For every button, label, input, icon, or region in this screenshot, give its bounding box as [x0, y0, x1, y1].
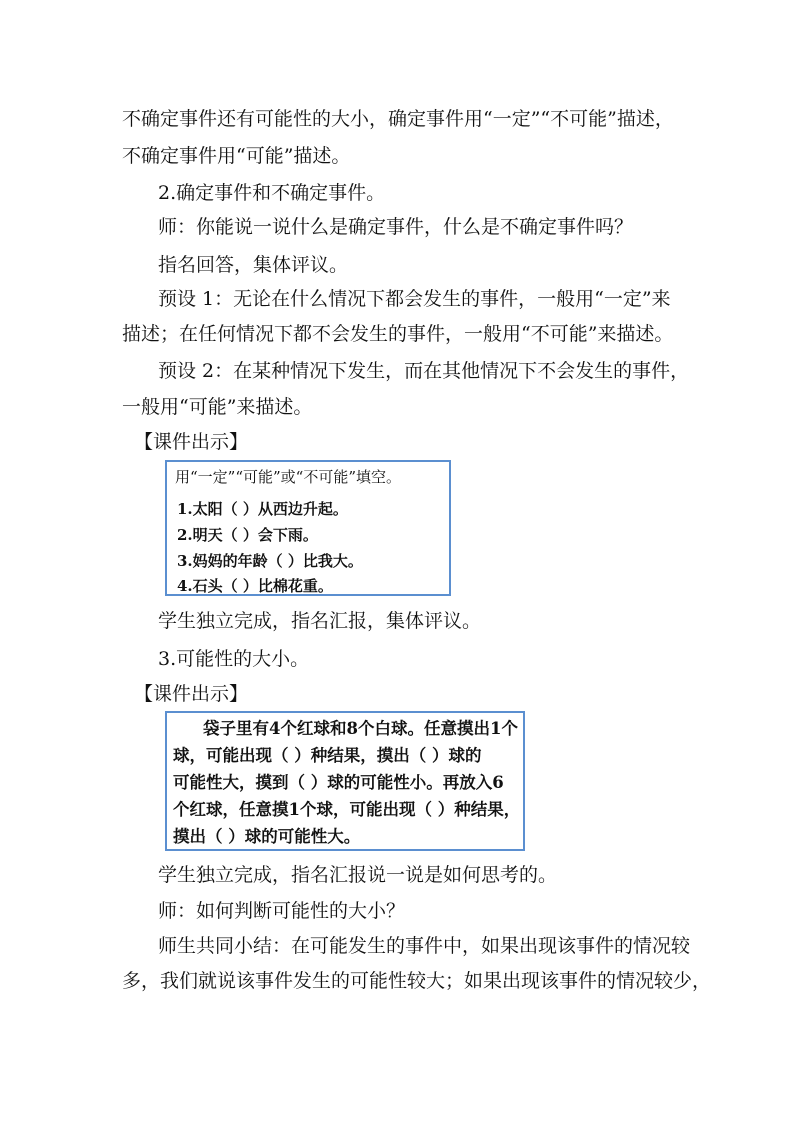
exercise-item: 3.妈妈的年龄（ ）比我大。	[177, 552, 363, 570]
paragraph-line: 师：你能说一说什么是确定事件，什么是不确定事件吗？	[158, 216, 634, 238]
exercise-item: 1.太阳（ ）从西边升起。	[177, 500, 348, 518]
exercise-text-line: 个红球，任意摸1个球，可能出现（ ）种结果，	[173, 800, 521, 819]
paragraph-line: 预设 2：在某种情况下发生，而在其他情况下不会发生的事件，	[158, 360, 690, 382]
exercise-instruction: 用“一定”“可能”或“不可能”填空。	[175, 468, 402, 486]
section-heading: 3.可能性的大小。	[158, 648, 310, 670]
paragraph-line: 预设 1：无论在什么情况下都会发生的事件，一般用“一定”来	[158, 288, 671, 310]
courseware-label: 【课件出示】	[134, 431, 249, 453]
exercise-text-line: 袋子里有4个红球和8个白球。任意摸出1个	[203, 719, 518, 738]
courseware-label: 【课件出示】	[134, 683, 249, 705]
exercise-text-line: 摸出（ ）球的可能性大。	[173, 827, 361, 846]
exercise-text-line: 可能性大，摸到（ ）球的可能性小。再放入6	[173, 773, 504, 792]
paragraph-line: 多，我们就说该事件发生的可能性较大；如果出现该事件的情况较少，	[122, 970, 712, 992]
paragraph-line: 一般用“可能”来描述。	[122, 396, 313, 418]
paragraph-line: 学生独立完成，指名汇报，集体评议。	[158, 610, 482, 632]
section-heading: 2.确定事件和不确定事件。	[158, 182, 386, 204]
paragraph-line: 描述；在任何情况下都不会发生的事件，一般用“不可能”来描述。	[122, 323, 674, 345]
exercise-item: 4.石头（ ）比棉花重。	[177, 577, 333, 595]
paragraph-line: 师：如何判断可能性的大小？	[158, 900, 406, 922]
paragraph-line: 不确定事件还有可能性的大小，确定事件用“一定”“不可能”描述，	[122, 108, 674, 130]
paragraph-line: 指名回答，集体评议。	[158, 254, 349, 276]
exercise-box-fill-in	[165, 460, 451, 596]
paragraph-line: 不确定事件用“可能”描述。	[122, 145, 351, 167]
exercise-item: 2.明天（ ）会下雨。	[177, 526, 318, 544]
exercise-box-probability	[165, 711, 525, 851]
exercise-text-line: 球，可能出现（ ）种结果，摸出（ ）球的	[173, 746, 482, 765]
paragraph-line: 师生共同小结：在可能发生的事件中，如果出现该事件的情况较	[158, 935, 691, 957]
paragraph-line: 学生独立完成，指名汇报说一说是如何思考的。	[158, 864, 558, 886]
